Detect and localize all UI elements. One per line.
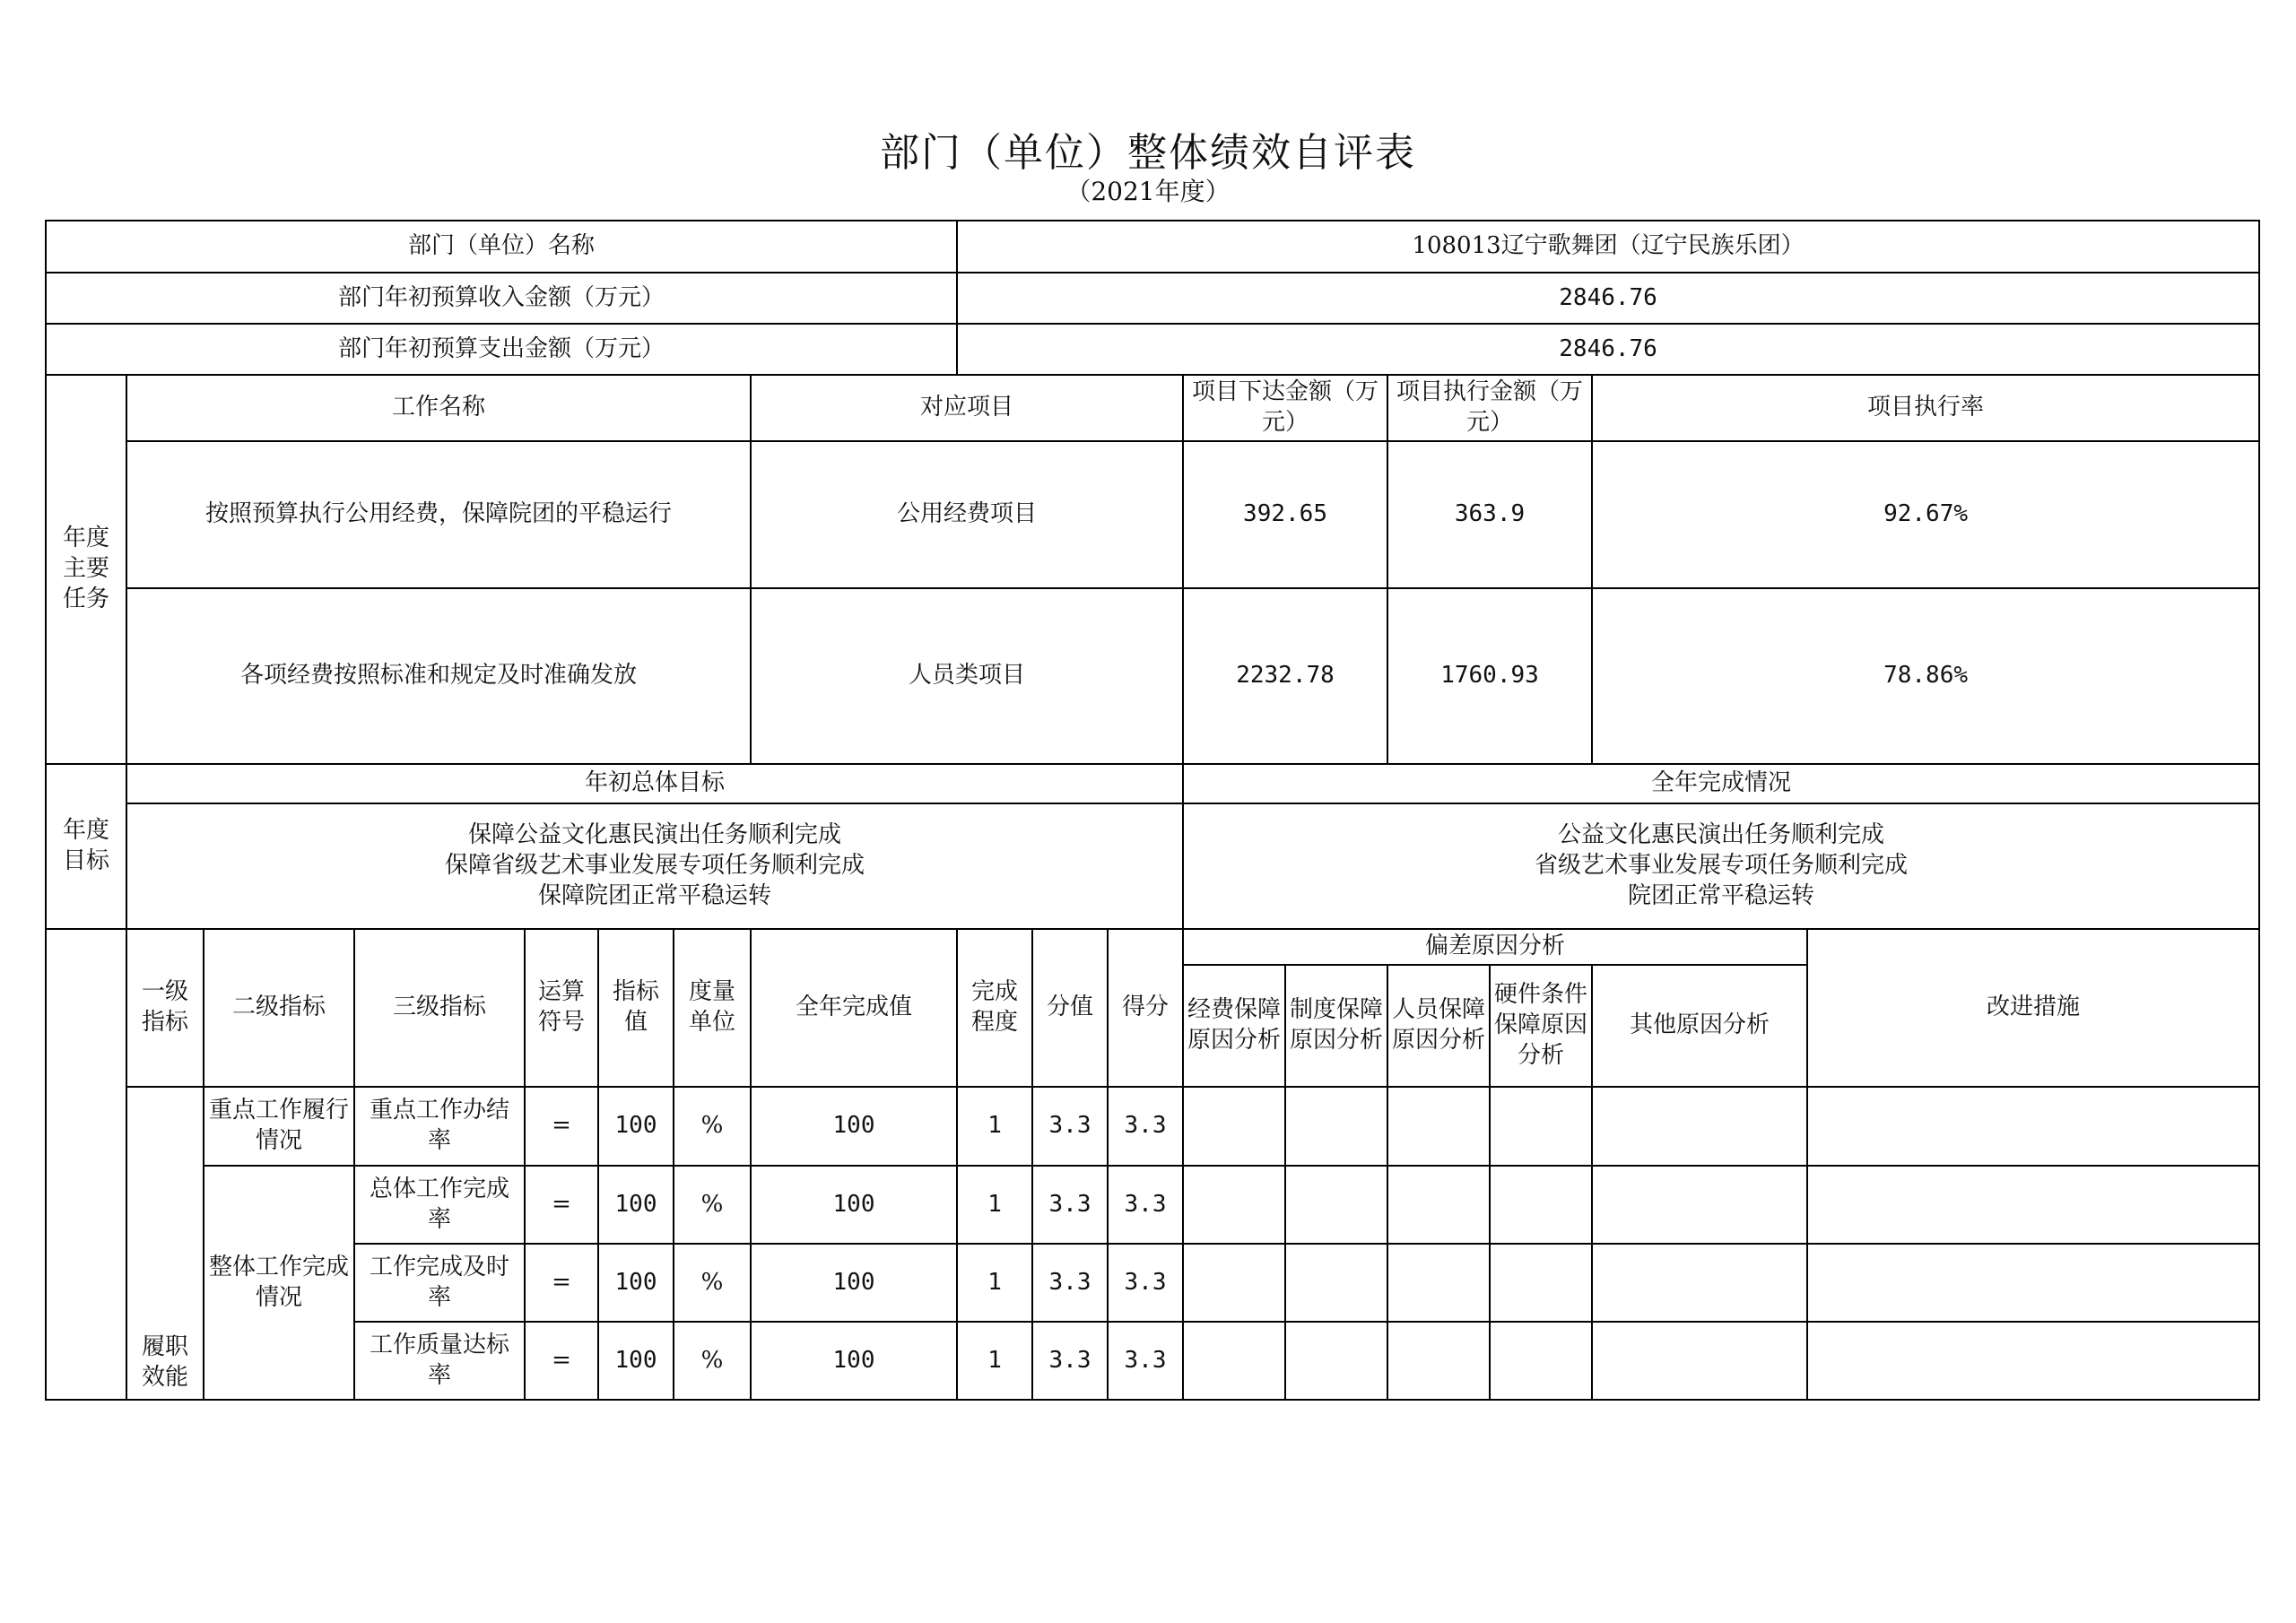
- ind-actual: 100: [751, 1087, 957, 1166]
- goals-section-label: 年度目标: [46, 764, 126, 929]
- ind-actual: 100: [751, 1244, 957, 1322]
- ind-dev-staff: [1387, 1087, 1490, 1166]
- ind-level3: 重点工作办结率: [354, 1087, 525, 1166]
- ind-dev-funding: [1183, 1087, 1285, 1166]
- ind-level1-cell: [126, 1087, 204, 1400]
- ind-improvement: [1807, 1087, 2259, 1166]
- task-executed: 1760.93: [1387, 588, 1592, 764]
- ind-header-deviation: 偏差原因分析: [1183, 929, 1807, 965]
- ind-dev-hardware: [1490, 1244, 1592, 1322]
- dept-name-label: 部门（单位）名称: [46, 221, 957, 273]
- ind-level3: 工作质量达标率: [354, 1322, 525, 1400]
- ind-dev-staff: [1387, 1166, 1490, 1244]
- ind-dev-system: [1285, 1244, 1387, 1322]
- tasks-header-project: 对应项目: [751, 375, 1183, 441]
- ind-actual: 100: [751, 1166, 957, 1244]
- ind-dev-system: [1285, 1087, 1387, 1166]
- dept-name-row: [46, 221, 2259, 273]
- ind-dev-hardware: [1490, 1322, 1592, 1400]
- goals-completion-item: 省级艺术事业发展专项任务顺利完成: [1535, 852, 1909, 880]
- ind-improvement: [1807, 1322, 2259, 1400]
- indicator-row: [46, 1322, 2259, 1400]
- ind-degree: 1: [957, 1087, 1032, 1166]
- indicator-row: [46, 1087, 2259, 1166]
- ind-dev-other: [1592, 1322, 1807, 1400]
- page-subtitle: （2021年度）: [1065, 177, 1231, 206]
- ind-score-value: 3.3: [1032, 1322, 1108, 1400]
- ind-dev-hardware: [1490, 1166, 1592, 1244]
- task-project: 公用经费项目: [751, 441, 1183, 588]
- ind-dev-other: [1592, 1166, 1807, 1244]
- ind-level3: 总体工作完成率: [354, 1166, 525, 1244]
- ind-header-dev-hardware: 硬件条件保障原因分析: [1490, 965, 1592, 1087]
- ind-header-dev-staff: 人员保障原因分析: [1387, 965, 1490, 1087]
- ind-degree: 1: [957, 1244, 1032, 1322]
- ind-target: 100: [598, 1166, 674, 1244]
- ind-dev-funding: [1183, 1244, 1285, 1322]
- goals-initial-item: 保障院团正常平稳运转: [538, 881, 772, 909]
- ind-dev-other: [1592, 1087, 1807, 1166]
- indicator-row: [46, 1244, 2259, 1322]
- goals-initial-item: 保障省级艺术事业发展专项任务顺利完成: [445, 852, 865, 880]
- ind-header-score-value: 分值: [1032, 929, 1108, 1087]
- ind-level3: 工作完成及时率: [354, 1244, 525, 1322]
- evaluation-table: [45, 220, 2260, 1401]
- indicators-section-spacer: [46, 929, 126, 1400]
- ind-score-value: 3.3: [1032, 1166, 1108, 1244]
- task-row: [46, 441, 2259, 588]
- ind-degree: 1: [957, 1166, 1032, 1244]
- ind-score: 3.3: [1108, 1322, 1183, 1400]
- ind-unit: %: [674, 1087, 751, 1166]
- ind-dev-hardware: [1490, 1087, 1592, 1166]
- ind-dev-staff: [1387, 1322, 1490, 1400]
- ind-dev-other: [1592, 1244, 1807, 1322]
- ind-operator: =: [525, 1244, 598, 1322]
- dept-expense-value: 2846.76: [957, 324, 2259, 375]
- ind-dev-funding: [1183, 1322, 1285, 1400]
- task-project: 人员类项目: [751, 588, 1183, 764]
- ind-header-unit: 度量单位: [674, 929, 751, 1087]
- tasks-header-rate: 项目执行率: [1592, 375, 2259, 441]
- task-rate: 92.67%: [1592, 441, 2259, 588]
- ind-score: 3.3: [1108, 1087, 1183, 1166]
- task-allocated: 392.65: [1183, 441, 1387, 588]
- tasks-header-executed: 项目执行金额（万元）: [1387, 375, 1592, 441]
- ind-score-value: 3.3: [1032, 1087, 1108, 1166]
- ind-operator: =: [525, 1166, 598, 1244]
- page-title: 部门（单位）整体绩效自评表: [880, 130, 1416, 176]
- goals-header-row: [46, 764, 2259, 803]
- ind-header-level1: 一级指标: [126, 929, 204, 1087]
- ind-unit: %: [674, 1322, 751, 1400]
- ind-unit: %: [674, 1166, 751, 1244]
- goals-initial-header: 年初总体目标: [126, 764, 1183, 803]
- task-work-name: 按照预算执行公用经费，保障院团的平稳运行: [126, 441, 751, 588]
- ind-header-dev-other: 其他原因分析: [1592, 965, 1807, 1087]
- ind-header-dev-system: 制度保障原因分析: [1285, 965, 1387, 1087]
- dept-income-label: 部门年初预算收入金额（万元）: [46, 273, 957, 324]
- ind-header-actual: 全年完成值: [751, 929, 957, 1087]
- task-allocated: 2232.78: [1183, 588, 1387, 764]
- indicator-row: [46, 1166, 2259, 1244]
- task-rate: 78.86%: [1592, 588, 2259, 764]
- ind-unit: %: [674, 1244, 751, 1322]
- ind-target: 100: [598, 1087, 674, 1166]
- tasks-header-row: [46, 375, 2259, 441]
- ind-dev-staff: [1387, 1244, 1490, 1322]
- dept-income-value: 2846.76: [957, 273, 2259, 324]
- ind-dev-system: [1285, 1322, 1387, 1400]
- ind-header-score: 得分: [1108, 929, 1183, 1087]
- task-row: [46, 588, 2259, 764]
- ind-score-value: 3.3: [1032, 1244, 1108, 1322]
- ind-score: 3.3: [1108, 1166, 1183, 1244]
- dept-expense-label: 部门年初预算支出金额（万元）: [46, 324, 957, 375]
- goals-content-row: [46, 803, 2259, 929]
- ind-target: 100: [598, 1322, 674, 1400]
- ind-header-dev-funding: 经费保障原因分析: [1183, 965, 1285, 1087]
- ind-dev-funding: [1183, 1166, 1285, 1244]
- ind-score: 3.3: [1108, 1244, 1183, 1322]
- goals-initial-item: 保障公益文化惠民演出任务顺利完成: [468, 821, 842, 849]
- ind-degree: 1: [957, 1322, 1032, 1400]
- ind-header-degree: 完成程度: [957, 929, 1032, 1087]
- goals-completion-item: 院团正常平稳运转: [1628, 881, 1815, 909]
- ind-header-improvement: 改进措施: [1807, 929, 2259, 1087]
- tasks-header-allocated: 项目下达金额（万元）: [1183, 375, 1387, 441]
- ind-dev-system: [1285, 1166, 1387, 1244]
- task-executed: 363.9: [1387, 441, 1592, 588]
- indicators-header-row: [46, 929, 2259, 965]
- ind-header-level2: 二级指标: [204, 929, 354, 1087]
- goals-completion-list: [1183, 803, 2259, 929]
- dept-expense-row: [46, 324, 2259, 375]
- ind-header-level3: 三级指标: [354, 929, 525, 1087]
- ind-improvement: [1807, 1244, 2259, 1322]
- goals-initial-list: [126, 803, 1183, 929]
- ind-header-target: 指标值: [598, 929, 674, 1087]
- dept-income-row: [46, 273, 2259, 324]
- task-work-name: 各项经费按照标准和规定及时准确发放: [126, 588, 751, 764]
- ind-level2: 重点工作履行情况: [204, 1087, 354, 1166]
- ind-operator: =: [525, 1322, 598, 1400]
- dept-name-value: 108013辽宁歌舞团（辽宁民族乐团）: [957, 221, 2259, 273]
- ind-actual: 100: [751, 1322, 957, 1400]
- ind-level2: 整体工作完成情况: [204, 1166, 354, 1400]
- ind-improvement: [1807, 1166, 2259, 1244]
- ind-header-operator: 运算符号: [525, 929, 598, 1087]
- ind-operator: =: [525, 1087, 598, 1166]
- goals-completion-header: 全年完成情况: [1183, 764, 2259, 803]
- goals-completion-item: 公益文化惠民演出任务顺利完成: [1558, 821, 1885, 849]
- tasks-section-label: 年度主要任务: [46, 375, 126, 764]
- ind-level1: 履职效能: [141, 1333, 188, 1392]
- tasks-header-work-name: 工作名称: [126, 375, 751, 441]
- ind-target: 100: [598, 1244, 674, 1322]
